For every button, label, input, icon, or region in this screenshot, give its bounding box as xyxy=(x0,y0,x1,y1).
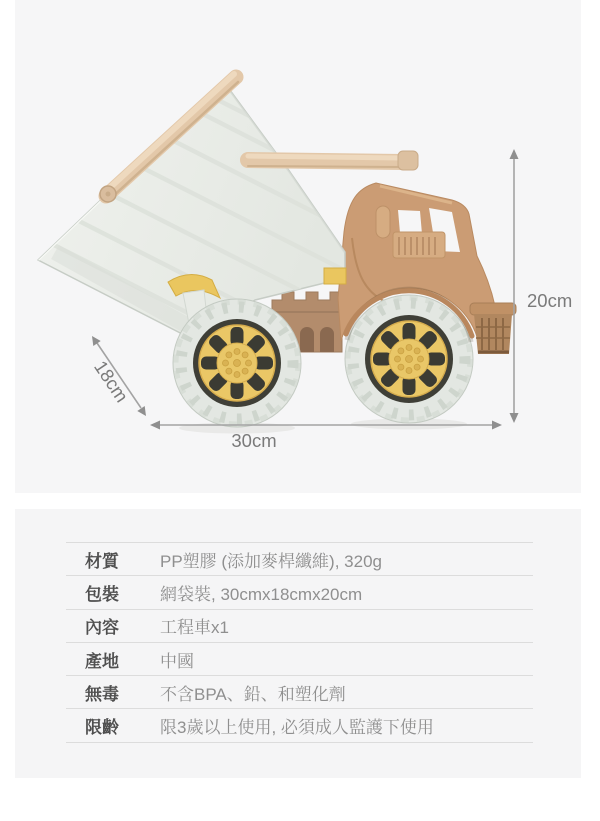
spec-table xyxy=(66,542,533,743)
table-row xyxy=(66,675,533,708)
table-row xyxy=(66,609,533,642)
spec-label-packaging: 包裝 xyxy=(85,584,119,604)
spec-label-nontoxic: 無毒 xyxy=(85,684,119,704)
height-dimension-label: 20cm xyxy=(527,290,573,311)
spec-value-agelimit: 限3歲以上使用, 必須成人監護下使用 xyxy=(160,718,434,738)
dashboard-ribs xyxy=(399,237,435,255)
table-row xyxy=(66,575,533,608)
spec-label-material: 材質 xyxy=(85,551,119,571)
spec-value-material: PP塑膠 (添加麥桿纖維), 320g xyxy=(160,551,382,571)
front-step-basket xyxy=(470,303,516,354)
cab-steering-column xyxy=(376,206,390,238)
spec-label-origin: 產地 xyxy=(85,651,119,671)
spec-value-packaging: 網袋裝, 30cmx18cmx20cm xyxy=(160,584,363,604)
table-row xyxy=(66,542,533,575)
cab-dashboard xyxy=(393,232,445,258)
spec-value-origin: 中國 xyxy=(160,651,194,671)
table-row xyxy=(66,708,533,742)
spec-value-contents: 工程車x1 xyxy=(160,618,229,638)
length-dimension-label: 30cm xyxy=(231,430,277,451)
table-row xyxy=(66,642,533,675)
spec-label-contents: 內容 xyxy=(85,618,119,638)
depth-dimension-label: 18cm xyxy=(90,356,133,406)
height-dimension-arrow xyxy=(510,149,519,423)
handle-end-bracket xyxy=(398,151,418,170)
spec-label-agelimit: 限齡 xyxy=(85,718,119,738)
spec-panel xyxy=(15,509,581,778)
cab-window-front xyxy=(398,210,422,234)
front-wheel xyxy=(173,299,301,427)
rear-wheel xyxy=(345,295,473,423)
spec-value-nontoxic: 不含BPA、鉛、和塑化劑 xyxy=(160,684,346,704)
